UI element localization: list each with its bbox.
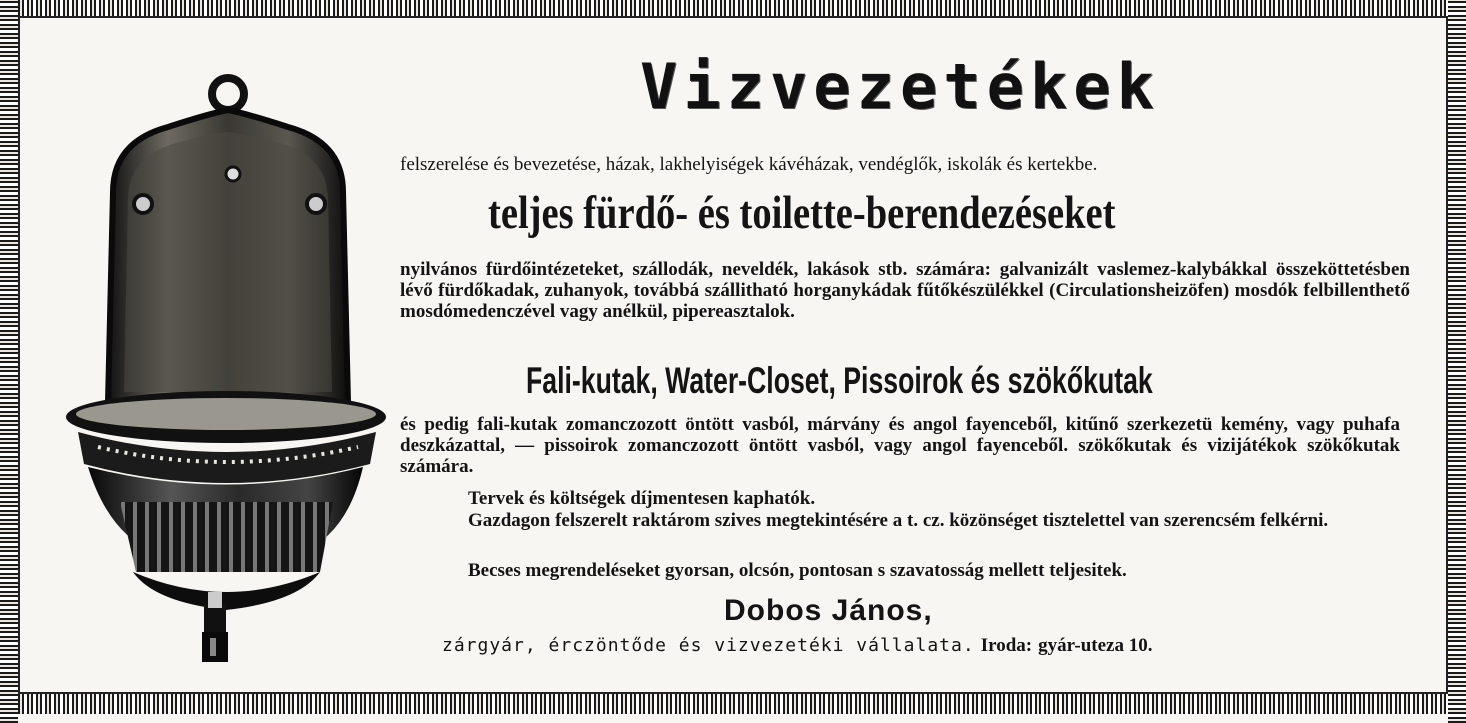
footer-street: gyár-uteza 10. bbox=[1038, 635, 1153, 656]
wall-fountain-illustration bbox=[58, 72, 388, 672]
company-signature: Dobos János, bbox=[724, 594, 933, 627]
plans-costs-line: Tervek és költségek díjmentesen kaphatók. bbox=[468, 488, 816, 509]
paragraph-fountains: és pedig fali-kutak zomanczozott öntött vasból, márvány és angol fayenceből, kitűnő szerkezetü kemény, vagy puhafa deszkázattal, — pissoirok zomanczozott öntött vasból, vagy angol fayenceből. szökőkutak és vizijátékok szökőkutak számára. bbox=[400, 414, 1400, 477]
heading-bath-toilet: teljes fürdő- és toilette-berendezéseket bbox=[488, 187, 1116, 239]
footer-business: zárgyár, érczöntőde és vizvezetéki vállalata. bbox=[442, 635, 975, 656]
heading-fountains-closets: Fali-kutak, Water-Closet, Pissoirok és szökőkutak bbox=[526, 360, 1153, 401]
headline: Vizvezetékek bbox=[640, 50, 1160, 123]
intro-line: felszerelése és bevezetése, házak, lakhelyiségek kávéházak, vendéglők, iskolák és kertekbe. bbox=[400, 154, 1098, 175]
warehouse-invitation: Gazdagon felszerelt raktárom szives megtekintésére a t. cz. közönséget tisztelettel van szerencsém felkérni. bbox=[468, 510, 1329, 531]
ornamental-border-bottom bbox=[0, 694, 1466, 714]
footer-office-label: Iroda: bbox=[980, 635, 1033, 656]
orders-line: Becses megrendeléseket gyorsan, olcsón, pontosan s szavatosság mellett teljesitek. bbox=[468, 560, 1127, 581]
ornamental-border-left bbox=[0, 0, 18, 723]
paragraph-bath-facilities: nyilvános fürdőintézeteket, szállodák, neveldék, lakások stb. számára: galvanizált vaslemez-kalybákkal összeköttetésben lévő fürdőkadak, zuhanyok, továbbá szállitható horganykádak fűtőkészülékkel (Circulationsheizöfen) mosdók felbillenthető mosdómedenczével vagy anélkül, pipereasztalok. bbox=[400, 259, 1410, 322]
ornamental-border-top bbox=[0, 0, 1466, 16]
footer-address bbox=[442, 634, 1152, 657]
ornamental-border-right bbox=[1448, 0, 1466, 723]
